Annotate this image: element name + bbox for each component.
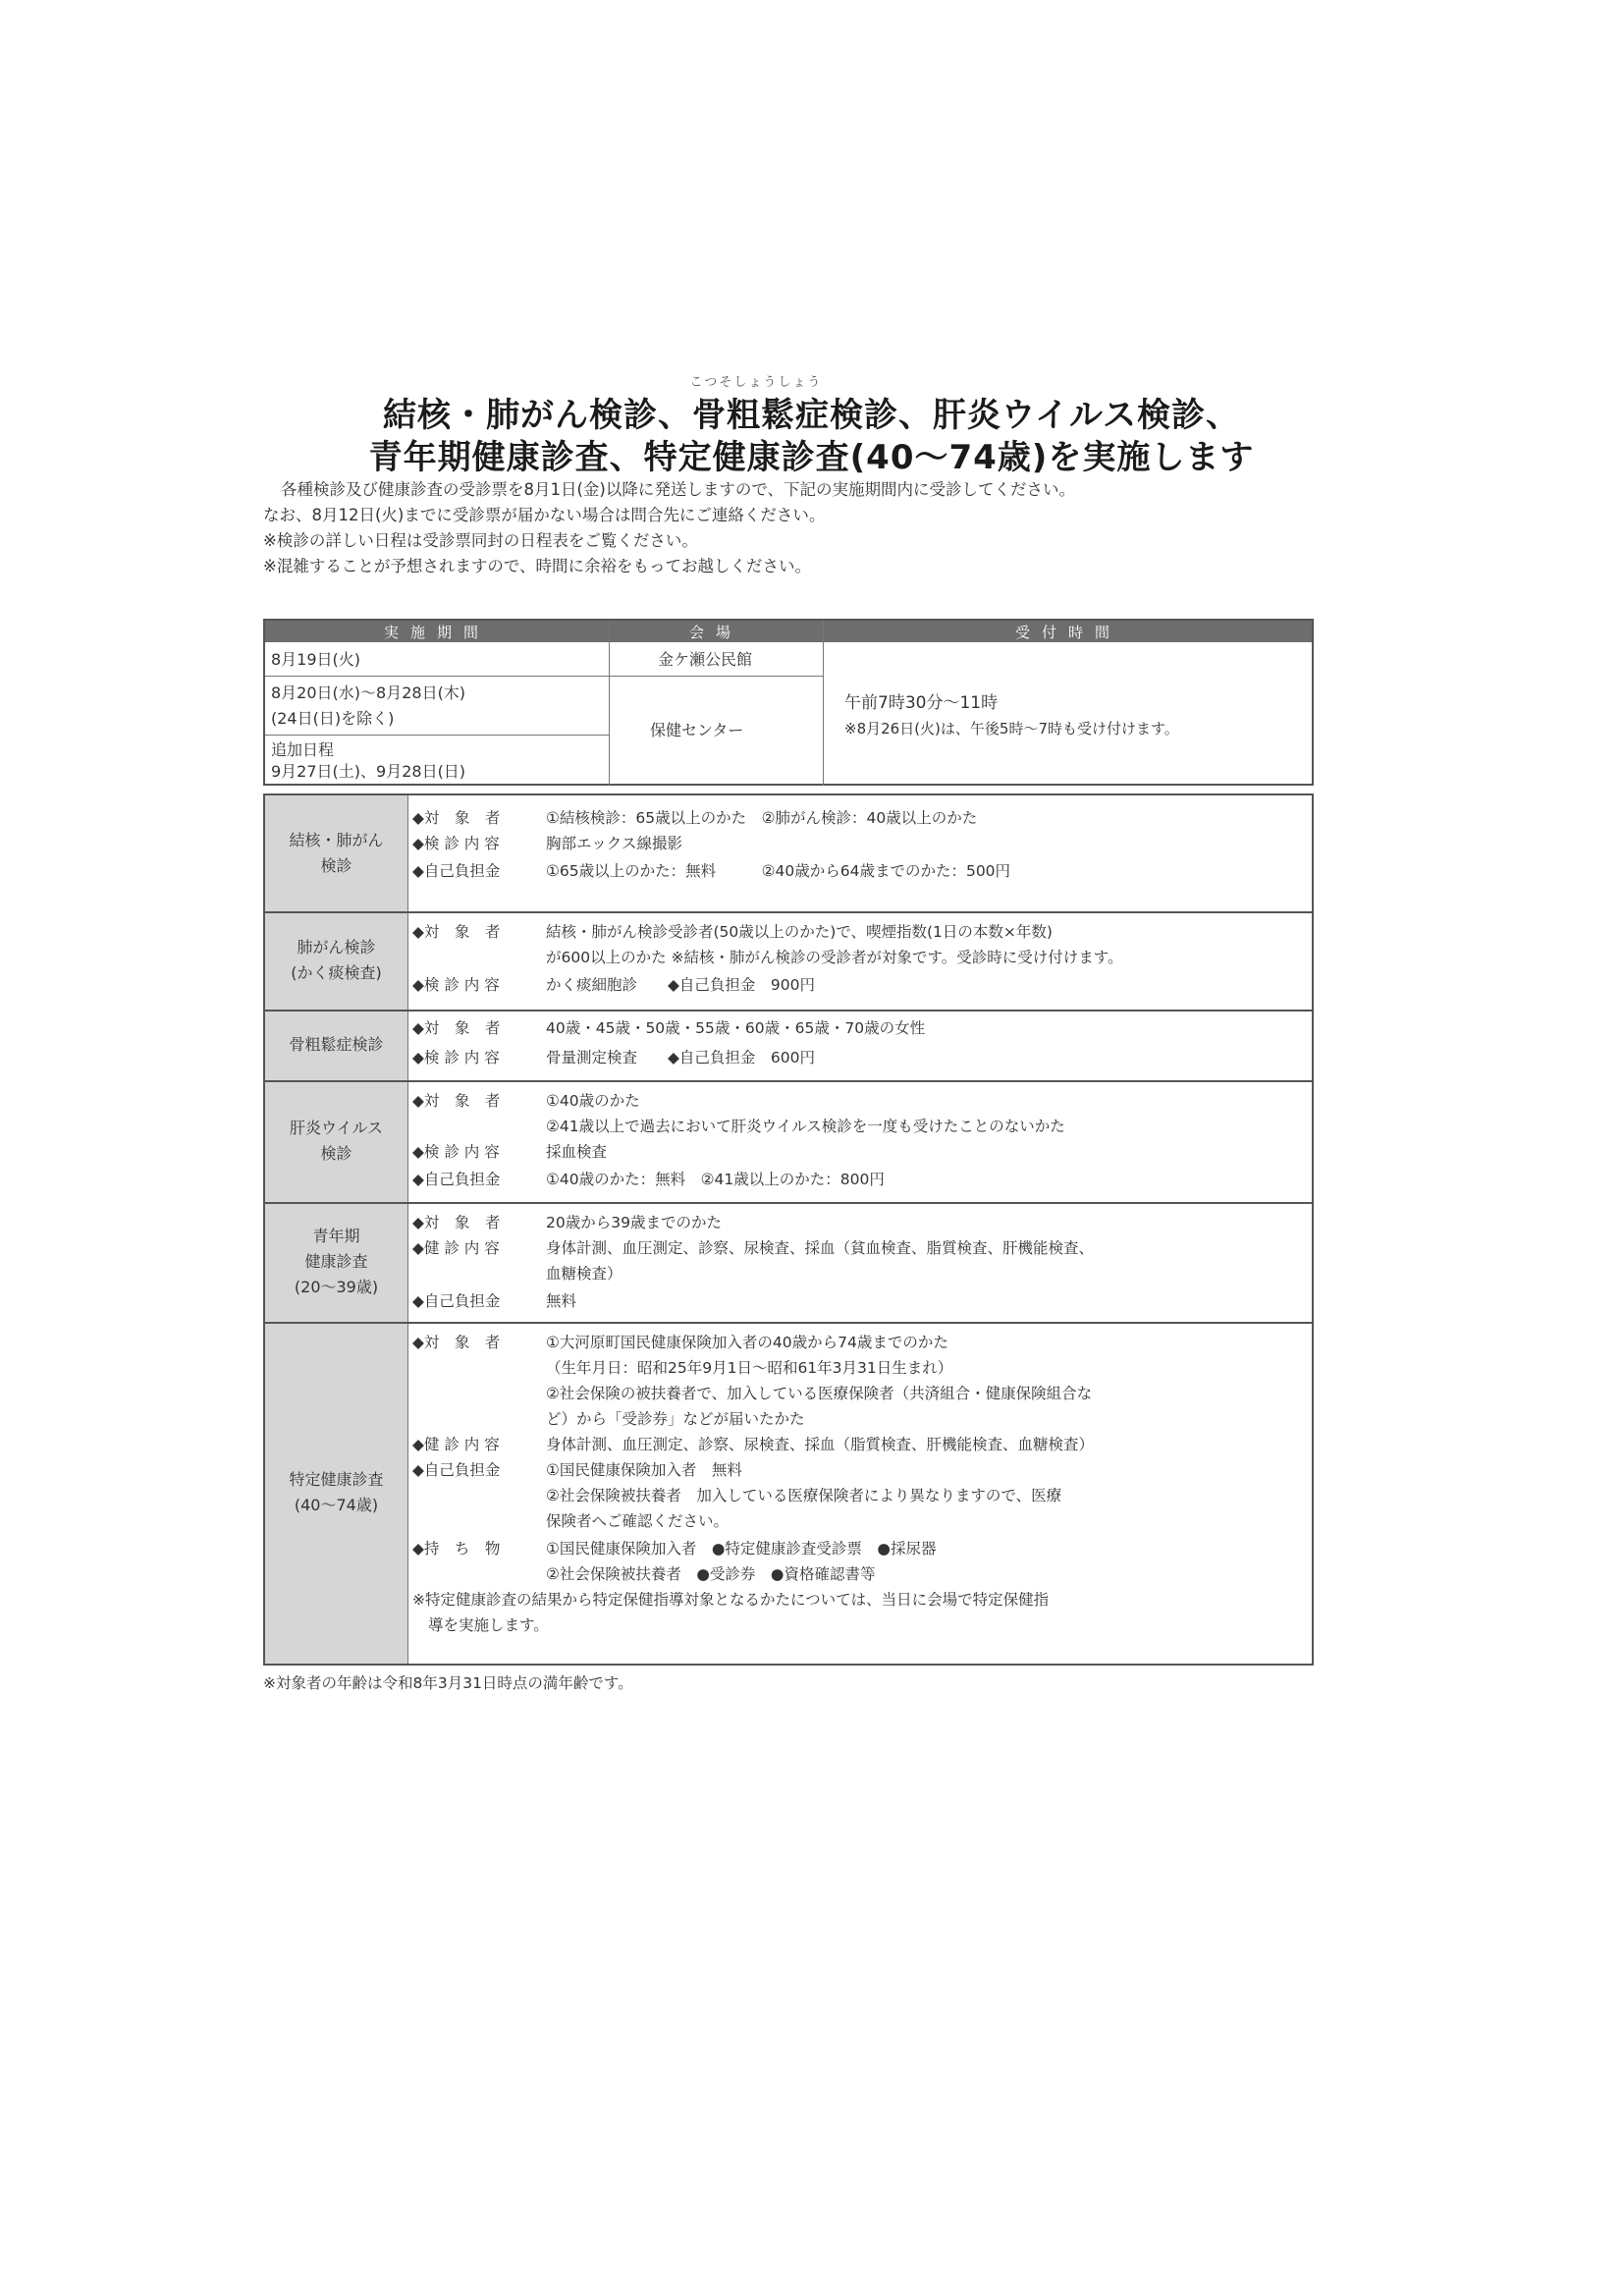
title-ruby: こつそしょうしょう [689, 375, 823, 390]
exam-line: ②41歳以上で過去において肝炎ウイルス検診を一度も受けたことのないかた [546, 1118, 1065, 1135]
category-tb-lung: 結核・肺がん 検診 [265, 795, 408, 911]
period-1: 8月19日(火) [271, 650, 361, 669]
exam-line: ②社会保険の被扶養者で、加入している医療保険者（共済組合・健康保険組合な [546, 1385, 1093, 1402]
category-sputum: 肺がん検診 (かく痰検査) [265, 911, 408, 1010]
exam-line: ◆健 診 内 容 身体計測、血圧測定、診察、尿検査、採血（脂質検査、肝機能検査、血糖検査） [412, 1436, 1095, 1453]
exam-note: ※特定健康診査の結果から特定保健指導対象となるかたについては、当日に会場で特定保健指 [412, 1591, 1050, 1609]
header-venue: 会場 [688, 624, 742, 641]
exam-line: ◆検 診 内 容 採血検査 [412, 1143, 608, 1161]
exam-line: ◆対 象 者 ①40歳のかた [412, 1092, 640, 1110]
exam-line: ◆対 象 者 20歳から39歳までのかた [412, 1214, 722, 1231]
category-youth: 青年期 健康診査 (20〜39歳) [265, 1202, 408, 1322]
exam-line: ②社会保険被扶養者 ●受診券 ●資格確認書等 [546, 1565, 876, 1583]
period-3a: 追加日程 [271, 740, 335, 759]
header-period: 実施期間 [383, 624, 490, 641]
exam-note: 導を実施します。 [428, 1616, 549, 1634]
exam-line: ◆対 象 者 ①結核検診：65歳以上のかた ②肺がん検診：40歳以上のかた [412, 809, 978, 827]
exam-line: ◆検 診 内 容 かく痰細胞診 ◆自己負担金 900円 [412, 976, 816, 994]
intro-line: なお、8月12日(火)までに受診票が届かない場合は問合先にご連絡ください。 [263, 506, 826, 524]
exam-line: ②社会保険被扶養者 加入している医療保険者により異なりますので、医療 [546, 1487, 1062, 1504]
exam-line: ◆対 象 者 40歳・45歳・50歳・55歳・60歳・65歳・70歳の女性 [412, 1019, 926, 1037]
intro-line: ※混雑することが予想されますので、時間に余裕をもってお越しください。 [263, 557, 811, 575]
exam-table [263, 793, 1314, 1666]
exam-line: 保険者へご確認ください。 [546, 1512, 730, 1530]
category-hepatitis: 肝炎ウイルス 検診 [265, 1080, 408, 1202]
time-main: 午前7時30分〜11時 [844, 693, 999, 713]
exam-line: ◆自己負担金 ①国民健康保険加入者 無料 [412, 1461, 742, 1479]
category-specific: 特定健康診査 (40〜74歳) [265, 1322, 408, 1664]
period-2a: 8月20日(水)〜8月28日(木) [271, 683, 466, 702]
intro-line: 各種検診及び健康診査の受診票を8月1日(金)以降に発送しますので、下記の実施期間内に受診してください。 [281, 480, 1076, 499]
venue-2: 保健センター [650, 721, 744, 739]
category-osteoporosis: 骨粗鬆症検診 [265, 1010, 408, 1080]
exam-line: ◆検 診 内 容 胸部エックス線撮影 [412, 835, 683, 852]
header-time: 受付時間 [1014, 624, 1121, 641]
exam-line: ◆検 診 内 容 骨量測定検査 ◆自己負担金 600円 [412, 1049, 816, 1066]
exam-line: ど）から「受診券」などが届いたかた [546, 1410, 805, 1428]
exam-line: ◆健 診 内 容 身体計測、血圧測定、診察、尿検査、採血（貧血検査、脂質検査、肝機能検査、 [412, 1239, 1095, 1257]
schedule-table [263, 619, 1314, 786]
schedule-header [265, 621, 1312, 642]
exam-line: が600以上のかた ※結核・肺がん検診の受診者が対象です。受診時に受け付けます。 [546, 949, 1123, 966]
page-title-line2: 青年期健康診査、特定健康診査(40〜74歳)を実施します [368, 438, 1255, 477]
footnote: ※対象者の年齢は令和8年3月31日時点の満年齢です。 [263, 1674, 633, 1692]
exam-line: ◆対 象 者 ①大河原町国民健康保険加入者の40歳から74歳までのかた [412, 1334, 948, 1351]
exam-line: ◆自己負担金 無料 [412, 1292, 577, 1310]
intro-text [263, 477, 1324, 579]
exam-line: ◆自己負担金 ①40歳のかた：無料 ②41歳以上のかた：800円 [412, 1171, 885, 1188]
exam-line: 血糖検査） [546, 1265, 622, 1283]
exam-line: （生年月日：昭和25年9月1日〜昭和61年3月31日生まれ） [546, 1359, 953, 1377]
exam-line: ◆自己負担金 ①65歳以上のかた：無料 ②40歳から64歳までのかた：500円 [412, 862, 1011, 880]
venue-1: 金ケ瀬公民館 [658, 650, 753, 669]
intro-line: ※検診の詳しい日程は受診票同封の日程表をご覧ください。 [263, 531, 698, 550]
period-2b: (24日(日)を除く) [271, 709, 395, 728]
period-3b: 9月27日(土)、9月28日(日) [271, 762, 466, 781]
exam-line: ◆対 象 者 結核・肺がん検診受診者(50歳以上のかた)で、喫煙指数(1日の本数×年数) [412, 923, 1053, 941]
time-note: ※8月26日(火)は、午後5時〜7時も受け付けます。 [844, 720, 1179, 738]
page-title-line1: 結核・肺がん検診、骨粗鬆症検診、肝炎ウイルス検診、 [383, 396, 1240, 435]
exam-line: ◆持 ち 物 ①国民健康保険加入者 ●特定健康診査受診票 ●採尿器 [412, 1540, 937, 1558]
